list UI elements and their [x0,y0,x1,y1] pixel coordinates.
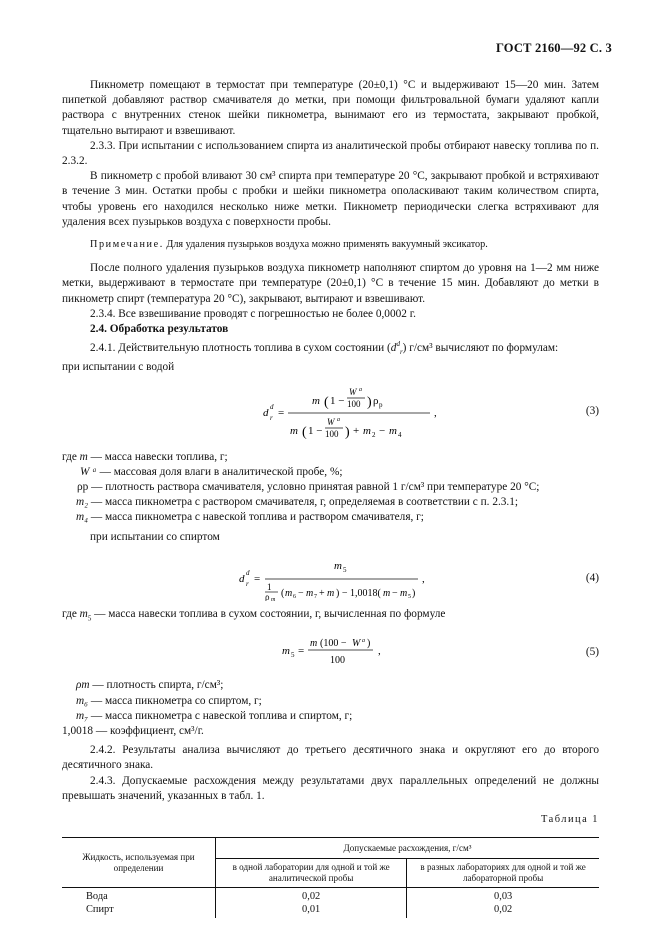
table-title: Таблица 1 [541,813,599,825]
paragraph: Пикнометр помещают в термостат при температуре (20±0,1) °С и выдерживают 15—20 мин. Затем пипеткой добавляют раствор смачивателя до метки, при помощи фильтровальной бумаги удаляют капли раствора с внутренних стенок шейки пикнометра, вынимают его из термостата, закрывают пробкой, тщательно вытирают и взвешивают. [62,79,599,137]
def-symbol: ρр [77,481,89,494]
results-table [62,837,599,918]
column-header: в одной лаборатории для одной и той же аналитической пробы [216,859,407,888]
svg-text:) − 1,0018(: ) − 1,0018( [336,587,381,599]
definition-item [62,678,599,693]
svg-text:=: = [278,406,285,419]
def-symbol: W ᵃ [80,465,97,478]
svg-text:d: d [263,406,269,419]
svg-text:m: m [271,596,276,601]
def-text: — масса пикнометра с раствором смачивателя, г, определяемая в соответствии с п. 2.3.1; [88,496,519,509]
def-symbol: ρm [76,679,90,692]
svg-text:−: − [392,587,398,599]
formula-number: (4) [585,571,599,584]
svg-text:m: m [334,559,342,572]
svg-text:): ) [367,394,372,410]
svg-text:): ) [367,638,371,650]
svg-text:100: 100 [330,655,345,667]
def-text: — масса пикнометра с навеской топлива и спиртом, г; [88,709,353,722]
text-span: ) г/см³ вычисляют по формулам: [402,342,559,355]
svg-text:,: , [434,406,437,419]
svg-text:m: m [306,587,314,599]
svg-text:W: W [352,638,361,650]
svg-text:a: a [359,386,362,393]
document-body [62,78,599,918]
paragraph: где $m_5$ — масса навески топлива в сухом состоянии, г, вычисленная по формуле [62,607,446,623]
table-cell: 0,02 [407,903,599,918]
text-span: — масса навески топлива в сухом состоянии, г, вычисленная по формуле [91,607,446,620]
page-header: ГОСТ 2160—92 С. 3 [495,41,612,55]
paragraph: 2.3.4. Все взвешивание проводят с погрешностью не более 0,0002 г. [90,307,416,320]
svg-text:m: m [290,424,298,437]
def-text: — плотность раствора смачивателя, условно принятая равной 1 г/см³ при температуре 20 °С; [88,481,540,494]
paragraph: 2.4.1. Действительную плотность топлива в сухом состоянии $(d^d_r)$ г/см³ вычисляют по формулам: [90,340,559,357]
definition-item [62,694,599,709]
svg-text:=: = [298,645,305,658]
table-row [62,888,599,904]
svg-text:(100 −: (100 − [320,638,347,650]
svg-text:100: 100 [347,398,361,409]
def-text: — масса навески топлива, г; [87,450,228,463]
table-cell: 0,01 [216,903,407,918]
table-cell: Спирт [86,904,114,916]
definitions-list [62,678,599,739]
svg-text:1: 1 [267,581,272,592]
svg-text:+: + [319,587,325,599]
svg-text:5: 5 [408,593,411,600]
svg-text:(: ( [302,424,307,440]
svg-text:): ) [412,587,416,599]
column-header: Жидкость, используемая при определении [62,838,216,888]
svg-text:,: , [422,572,425,585]
definition-item [62,450,599,465]
where-label: где [62,607,77,620]
where-label: где [62,450,77,463]
svg-text:): ) [345,424,350,440]
svg-text:−: − [379,424,386,437]
svg-text:1 −: 1 − [308,424,323,437]
svg-text:ρ: ρ [265,591,270,601]
note-label: Примечание. [90,239,164,251]
svg-text:ρ: ρ [373,394,379,407]
svg-text:+: + [353,424,360,437]
svg-text:d: d [239,572,245,585]
definition-item [62,465,599,480]
paragraph: при испытании со спиртом [90,530,220,543]
svg-text:5: 5 [343,565,347,574]
def-symbol: m₇ [76,709,89,722]
svg-text:m: m [389,424,397,437]
formula-5-graphic [62,632,599,672]
table-cell: 0,03 [407,888,599,904]
svg-text:1 −: 1 − [330,394,345,407]
formula-3-graphic [62,382,599,444]
paragraph: 2.4.2. Результаты анализа вычисляют до третьего десятичного знака и округляют его до второго десятичного знака. [62,744,599,772]
svg-text:(: ( [281,587,285,599]
paragraph: при испытании с водой [62,361,175,374]
svg-text:р: р [379,400,383,409]
formula-number: (3) [585,404,599,417]
table-cell: 0,02 [216,888,407,904]
def-symbol: m₆ [76,694,89,707]
svg-text:=: = [254,572,261,585]
svg-text:m: m [327,587,335,599]
definition-item [62,510,599,525]
column-header: в разных лабораториях для одной и той же лабораторной пробы [407,859,599,888]
svg-text:d: d [246,568,250,577]
formula-5 [62,632,599,672]
svg-text:a: a [362,638,365,645]
formula-4-graphic [62,551,599,601]
svg-text:m: m [285,587,293,599]
svg-text:100: 100 [325,428,339,439]
def-text: — масса пикнометра со спиртом, г; [88,694,262,707]
definition-item [62,480,599,495]
definition-item [62,495,599,510]
def-text: — массовая доля влаги в аналитической пробе, %; [96,465,343,478]
def-text: — коэффициент, см³/г. [93,724,204,737]
formula-number: (5) [585,646,599,659]
group-header: Допускаемые расхождения, г/см³ [216,838,600,859]
paragraph: В пикнометр с пробой вливают 30 см³ спирта при температуре 20 °С, закрывают пробкой и встряхивают в течение 3 мин. Остатки пробы с пробки и шейки пикнометра ополаскивают таким количеством спирта, чтобы уровень его находился несколько ниже метки. Пикнометр периодически слегка встряхивают для удаления всех пузырьков воздуха с поверхности пробы. [62,170,599,228]
def-symbol: 1,0018 [62,724,94,737]
note [62,237,599,252]
svg-text:r: r [246,579,249,588]
svg-text:−: − [298,587,304,599]
svg-text:m: m [363,424,371,437]
formula-3 [62,382,599,444]
paragraph: 2.3.3. При испытании с использованием спирта из аналитической пробы отбирают навеску топлива по п. 2.3.2. [62,139,599,168]
svg-text:d: d [270,402,274,411]
table-cell: Вода [86,891,108,903]
svg-text:(: ( [324,394,329,410]
svg-text:m: m [400,587,408,599]
paragraph: После полного удаления пузырьков воздуха пикнометр наполняют спиртом до уровня на 1—2 мм ниже метки, выдерживают в термостате при температуре (20±0,1) °С в течение 15 мин. Добавляют до метки в пикнометр спирт (температура 20 °С), закрывают, вытирают и взвешивают. [62,262,599,305]
paragraph: 2.4.3. Допускаемые расхождения между результатами двух параллельных определений не должны превышать значений, указанных в табл. 1. [62,774,599,802]
svg-text:W: W [327,416,335,427]
svg-text:4: 4 [398,430,402,439]
svg-text:m: m [383,587,391,599]
def-symbol: m [79,450,88,463]
symbol-d: d [390,342,397,355]
def-text: — масса пикнометра с навеской топлива и раствором смачивателя, г; [88,511,424,524]
svg-text:m: m [282,645,290,658]
svg-text:6: 6 [293,593,296,600]
svg-text:5: 5 [291,651,295,660]
formula-4 [62,551,599,601]
svg-text:,: , [378,645,381,658]
text-span: 2.4.1. Действительную плотность топлива в сухом состоянии ( [90,342,391,355]
def-symbol: m₄ [76,511,89,524]
svg-text:2: 2 [372,430,376,439]
table-header-row [62,838,599,859]
definition-item [62,724,599,739]
svg-text:r: r [270,413,273,422]
svg-text:W: W [349,386,357,397]
table-row [62,903,599,918]
svg-text:7: 7 [314,593,317,600]
definition-item [62,709,599,724]
svg-text:a: a [337,416,340,423]
svg-text:m: m [312,394,320,407]
note-text: Для удаления пузырьков воздуха можно применять вакуумный эксикатор. [163,239,488,251]
def-symbol: m₂ [76,496,89,509]
section-title: 2.4. Обработка результатов [90,323,229,336]
definitions-list [62,450,599,526]
def-text: — плотность спирта, г/см³; [89,679,224,692]
svg-text:m: m [310,638,318,650]
